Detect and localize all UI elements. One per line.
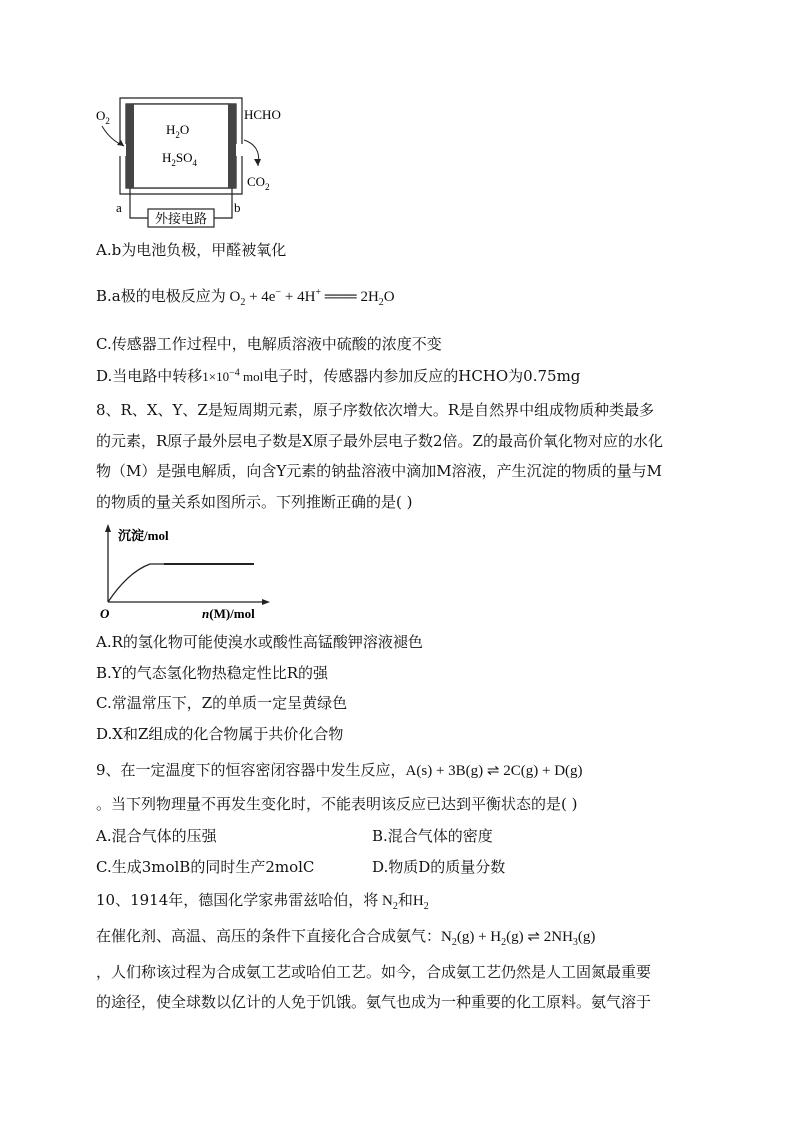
- q9-line-1: 9、在一定温度下的恒容密闭容器中发生反应，A(s) + 3B(g) ⇌ 2C(g) + D(g): [96, 761, 583, 779]
- q8-line-1: 8、R、X、Y、Z是短周期元素，原子序数依次增大。R是自然界中组成物质种类最多: [96, 401, 655, 419]
- q7-option-a: A.b为电池负极，甲醛被氧化: [96, 241, 287, 259]
- external-circuit-label: 外接电路: [154, 211, 208, 226]
- electrode-a: [126, 104, 134, 188]
- q9-option-b: B.混合气体的密度: [372, 827, 493, 845]
- q9-option-d: D.物质D的质量分数: [372, 858, 506, 876]
- h2o-label: $H_2O$: [166, 122, 190, 140]
- q10-line-1: 10、1914年，德国化学家弗雷兹哈伯，将 $N_2$和$H_2$: [96, 891, 429, 912]
- graph-y-label: 沉淀/mol: [118, 528, 169, 543]
- q9-options-row-1: [96, 826, 696, 846]
- graph-origin: O: [100, 606, 110, 621]
- electrolyte-chamber: [132, 104, 230, 188]
- co2-label: $CO_2$: [247, 174, 270, 192]
- o2-label: $O_2$: [96, 108, 110, 126]
- q8-line-4: 的物质的量关系如图所示。下列推断正确的是( ): [96, 493, 413, 511]
- precipitate-graph: [98, 522, 274, 622]
- q7-option-d: D.当电路中转移$1\times 10^{-4}$ mol电子时，传感器内参加反应的HCHO为0.75mg: [96, 367, 581, 385]
- label-a: a: [116, 200, 122, 215]
- q8-option-c: C.常温常压下，Z的单质一定呈黄绿色: [96, 694, 348, 712]
- q8-option-a: A.R的氢化物可能使溴水或酸性高锰酸钾溶液褪色: [96, 633, 423, 651]
- q9-option-c: C.生成3molB的同时生产2molC: [96, 858, 315, 876]
- q10-line-4: 的途径，使全球数以亿计的人免于饥饿。氨气也成为一种重要的化工原料。氨气溶于: [96, 993, 652, 1011]
- q8-line-3: 物（M）是强电解质，向含Y元素的钠盐溶液中滴加M溶液，产生沉淀的物质的量与M: [96, 462, 662, 480]
- electrode-b: [228, 104, 236, 188]
- label-b: b: [234, 200, 241, 215]
- q8-line-2: 的元素，R原子最外层电子数是X原子最外层电子数2倍。Z的最高价氧化物对应的水化: [96, 432, 663, 450]
- q10-line-3: ，人们称该过程为合成氨工艺或哈伯工艺。如今，合成氨工艺仍然是人工固氮最重要: [96, 963, 652, 981]
- q9-line-2: 。当下列物理量不再发生变化时，不能表明该反应已达到平衡状态的是( ): [96, 795, 578, 813]
- graph-x-label: n(M)/mol: [202, 606, 255, 621]
- q9-options-row-2: [96, 857, 696, 877]
- hcho-label: HCHO: [244, 107, 281, 122]
- q10-line-2: 在催化剂、高温、高压的条件下直接化合合成氨气：$N_2(g) + H_2(g)$ ⇌ $2NH_3(g)$: [96, 927, 596, 948]
- q7-option-b: B.a极的电极反应为 $O_2 + 4e^- + 4H^+$ ═══ $2H_2O$: [96, 287, 395, 308]
- h2so4-label: $H_2SO_4$: [162, 150, 198, 168]
- q8-option-d: D.X和Z组成的化合物属于共价化合物: [96, 725, 344, 743]
- q8-option-b: B.Y的气态氢化物热稳定性比R的强: [96, 664, 328, 682]
- q9-option-a: A.混合气体的压强: [96, 827, 217, 845]
- q7-option-c: C.传感器工作过程中，电解质溶液中硫酸的浓度不变: [96, 335, 442, 353]
- fuel-cell-diagram: [92, 94, 302, 236]
- precipitate-curve: [108, 564, 164, 602]
